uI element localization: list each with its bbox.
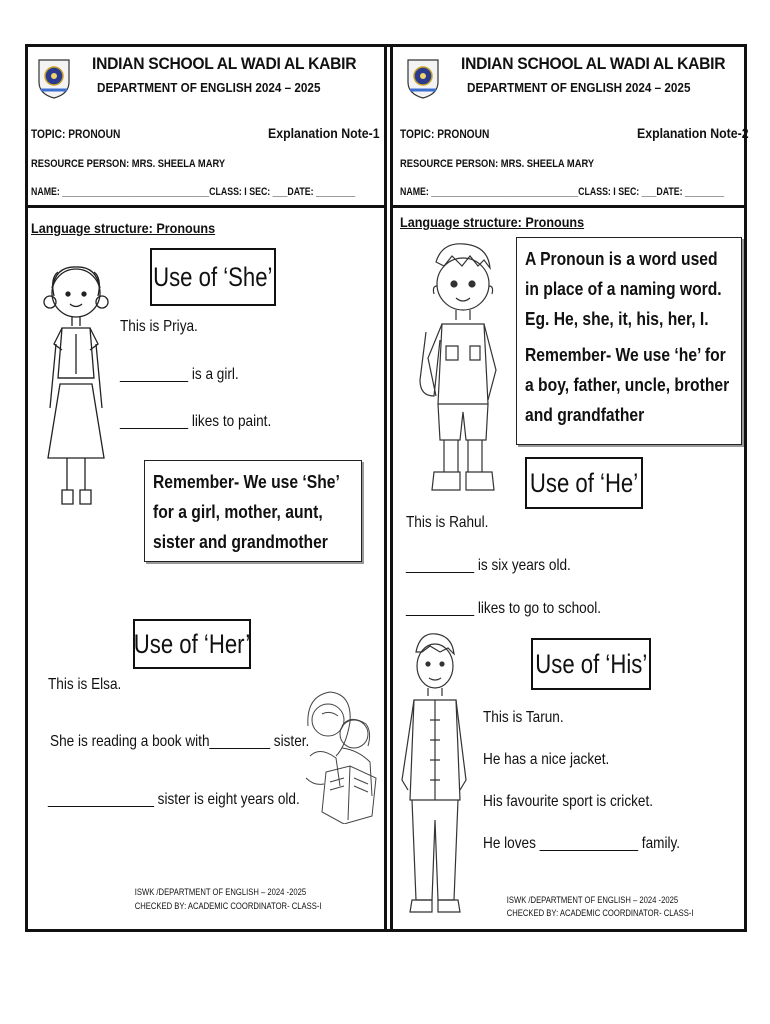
- use-of-his-box: [531, 638, 651, 690]
- he-line-2: _________ is six years old.: [406, 557, 571, 574]
- use-of-her-box: [133, 619, 251, 669]
- page-divider: [384, 44, 387, 932]
- use-of-her-heading: Use of ‘Her’: [133, 628, 251, 659]
- man-illustration: [400, 630, 468, 916]
- department: DEPARTMENT OF ENGLISH 2024 – 2025: [97, 80, 321, 95]
- name-class-date-line: NAME: ______________________________CLASS: I SEC: ___DATE: ________: [400, 186, 725, 198]
- his-line-4: He loves _____________ family.: [483, 835, 681, 852]
- she-remember-box: [144, 460, 362, 562]
- footer-department: ISWK /DEPARTMENT OF ENGLISH – 2024 -2025: [506, 895, 679, 905]
- topic: TOPIC: PRONOUN: [31, 127, 121, 141]
- his-line-2: He has a nice jacket.: [483, 751, 610, 768]
- school-logo: [37, 56, 71, 100]
- language-structure: Language structure: Pronouns: [31, 220, 216, 236]
- his-line-3: His favourite sport is cricket.: [483, 793, 654, 810]
- department: DEPARTMENT OF ENGLISH 2024 – 2025: [467, 80, 691, 95]
- resource-person: RESOURCE PERSON: MRS. SHEELA MARY: [31, 158, 226, 170]
- he-line-1: This is Rahul.: [406, 514, 489, 531]
- boy-illustration: [418, 240, 508, 504]
- use-of-she-box: [150, 248, 276, 306]
- her-line-2: She is reading a book with________ sister.: [50, 733, 310, 750]
- his-line-1: This is Tarun.: [483, 709, 564, 726]
- she-remember-text: Remember- We use ‘She’ for a girl, mother, aunt, sister and grandmother: [153, 472, 339, 552]
- resource-person: RESOURCE PERSON: MRS. SHEELA MARY: [400, 158, 595, 170]
- use-of-his-heading: Use of ‘His’: [535, 648, 647, 679]
- footer-department: ISWK /DEPARTMENT OF ENGLISH – 2024 -2025: [134, 887, 307, 897]
- pronoun-definition-box: [516, 237, 742, 445]
- she-line-3: _________ likes to paint.: [120, 413, 272, 430]
- he-line-3: _________ likes to go to school.: [406, 600, 602, 617]
- topic: TOPIC: PRONOUN: [400, 127, 490, 141]
- girl-illustration: [42, 258, 110, 512]
- language-structure: Language structure: Pronouns: [400, 214, 585, 230]
- note-title: Explanation Note-1: [268, 125, 380, 141]
- use-of-she-heading: Use of ‘She’: [153, 261, 273, 292]
- use-of-he-box: [525, 457, 643, 509]
- he-remember-text: Remember- We use ‘he’ for a boy, father, uncle, brother and grandfather: [525, 345, 730, 425]
- sisters-reading-illustration: [300, 686, 382, 824]
- her-line-3: ______________ sister is eight years old.: [48, 791, 300, 808]
- footer-checked: CHECKED BY: ACADEMIC COORDINATOR- CLASS-I: [506, 908, 694, 918]
- note-title: Explanation Note-2: [637, 125, 749, 141]
- use-of-he-heading: Use of ‘He’: [529, 467, 639, 498]
- her-line-1: This is Elsa.: [48, 676, 122, 693]
- name-class-date-line: NAME: ______________________________CLASS: I SEC: ___DATE: ________: [31, 186, 356, 198]
- pronoun-definition: A Pronoun is a word used in place of a naming word. Eg. He, she, it, his, her, I.: [525, 249, 722, 329]
- she-line-2: _________ is a girl.: [120, 366, 239, 383]
- she-line-1: This is Priya.: [120, 318, 198, 335]
- school-logo: [406, 56, 440, 100]
- page-divider: [390, 44, 393, 932]
- school-name: INDIAN SCHOOL AL WADI AL KABIR: [92, 54, 357, 73]
- school-name: INDIAN SCHOOL AL WADI AL KABIR: [461, 54, 726, 73]
- header-rule: [393, 205, 747, 208]
- footer-checked: CHECKED BY: ACADEMIC COORDINATOR- CLASS-I: [134, 901, 322, 911]
- header-rule: [25, 205, 384, 208]
